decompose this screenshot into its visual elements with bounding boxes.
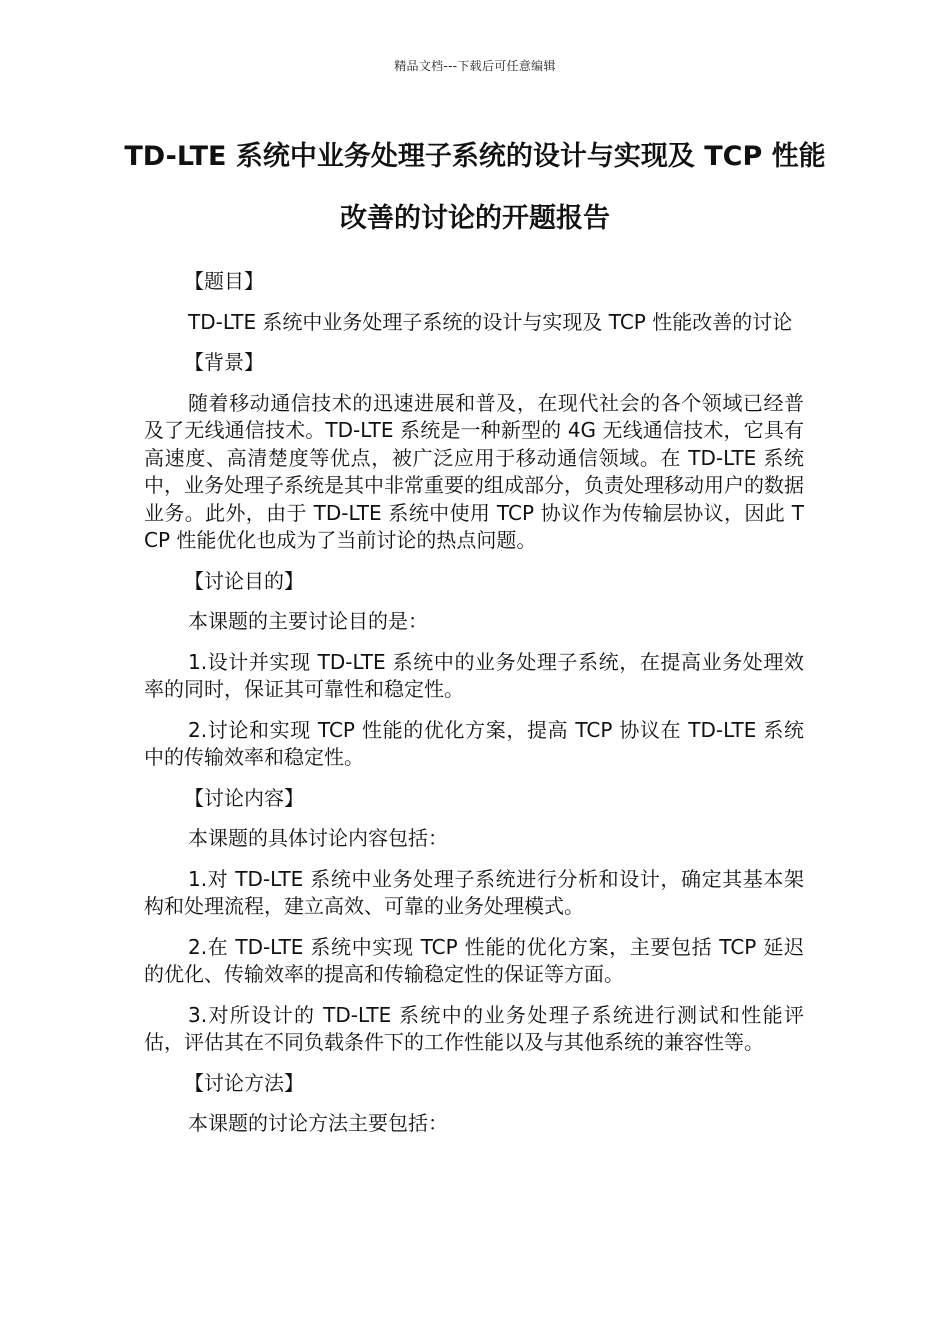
content-heading: 【讨论内容】 [184,785,304,810]
content-item-2: 2.在 TD-LTE 系统中实现 TCP 性能的优化方案，主要包括 TCP 延迟的优化、传输效率的提高和传输稳定性的保证等方面。 [144,934,804,986]
purpose-heading: 【讨论目的】 [184,568,304,593]
content-item-3: 3.对所设计的 TD-LTE 系统中的业务处理子系统进行测试和性能评估，评估其在不同负载条件下的工作性能以及与其他系统的兼容性等。 [144,1002,804,1054]
background-text: 随着移动通信技术的迅速进展和普及，在现代社会的各个领域已经普及了无线通信技术。TD-LTE 系统是一种新型的 4G 无线通信技术，它具有高速度、高清楚度等优点，被广泛应用于移动通信领域。在 TD-LTE 系统中，业务处理子系统是其中非常重要的组成部分，负责处理移动用户的数据业务。此外，由于 TD-LTE 系统中使用 TCP 协议作为传输层协议，因此 TCP 性能优化也成为了当前讨论的热点问题。 [144,390,804,552]
purpose-item-1: 1.设计并实现 TD-LTE 系统中的业务处理子系统，在提高业务处理效率的同时，保证其可靠性和稳定性。 [144,649,804,701]
topic-text: TD-LTE 系统中业务处理子系统的设计与实现及 TCP 性能改善的讨论 [188,309,793,334]
background-heading: 【背景】 [184,350,264,374]
header-note: 精品文档---下载后可任意编辑 [394,59,556,73]
document-title: TD-LTE 系统中业务处理子系统的设计与实现及 TCP 性能改善的讨论的开题报告 [124,141,826,234]
method-intro: 本课题的讨论方法主要包括： [188,1111,448,1135]
content-intro: 本课题的具体讨论内容包括： [188,826,448,850]
content-item-1: 1.对 TD-LTE 系统中业务处理子系统进行分析和设计，确定其基本架构和处理流程，建立高效、可靠的业务处理模式。 [144,866,804,918]
topic-heading: 【题目】 [184,269,264,293]
purpose-intro: 本课题的主要讨论目的是： [188,609,428,633]
purpose-item-2: 2.讨论和实现 TCP 性能的优化方案，提高 TCP 协议在 TD-LTE 系统中的传输效率和稳定性。 [144,717,804,769]
method-heading: 【讨论方法】 [184,1070,304,1095]
document-body [144,268,804,1151]
